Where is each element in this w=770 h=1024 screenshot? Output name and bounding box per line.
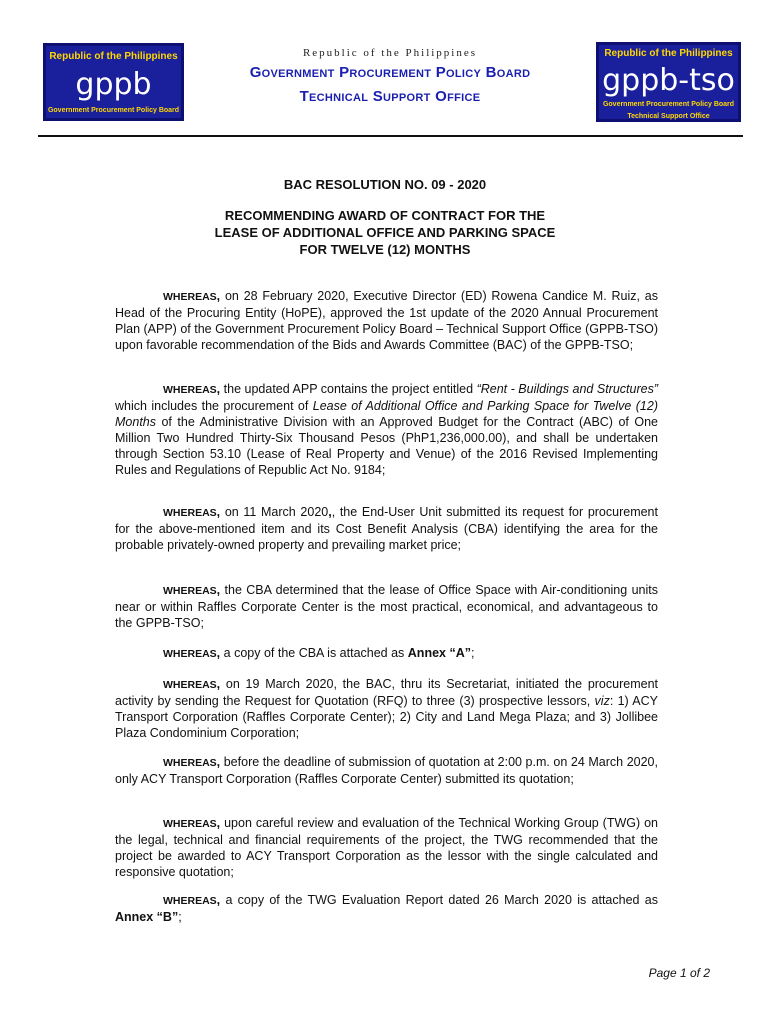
paragraph-6-text-c: : 1) ACY Transport Corporation (Raffles Corporate Center); 2) City and Land Mega Plaza; and 3) Jollibee Plaza Condominium Corporation; xyxy=(115,694,659,740)
whereas-paragraph-2: WHEREAS, the updated APP contains the project entitled “Rent - Buildings and Structures” which includes the procurement of Lease of Additional Office and Parking Space for Twelve (12) Months of the Administrative Division with an Approved Budget for the Contract (ABC) of One Million Two Hundred Thirty-Six Thousand Pesos (PhP1,236,000.00), and shall be undertaken through Section 53.10 (Lease of Real Property and Venue) of the 2016 Revised Implementing Rules and Regulations of Republic Act No. 9184; xyxy=(115,382,658,477)
resolution-title xyxy=(110,207,660,258)
logo-right-mark: gppb-tso xyxy=(602,63,735,98)
gppb-tso-logo xyxy=(596,42,741,122)
paragraph-6-viz: viz xyxy=(594,694,610,708)
logo-right-tso: Technical Support Office xyxy=(627,113,710,120)
annex-a: Annex “A” xyxy=(407,646,471,660)
paragraph-3-text: , the End-User Unit submitted its request for procurement for the above-mentioned item and its Cost Benefit Analysis (CBA) identifying the area for the probable privately-owned property and prevailing market price; xyxy=(115,505,658,552)
paragraph-5-end: ; xyxy=(470,646,475,660)
resolution-title-line-1: RECOMMENDING AWARD OF CONTRACT FOR THE xyxy=(224,208,546,223)
whereas-paragraph-5: WHEREAS, a copy of the CBA is attached as Annex “A”; xyxy=(163,646,475,660)
whereas-label: WHEREAS xyxy=(163,291,217,303)
org-name: Government Procurement Policy Board xyxy=(249,64,531,81)
paragraph-4-text: the CBA determined that the lease of Office Space with Air-conditioning units near or within Raffles Corporate Center is the most practical, economical, and advantageous to the GPPB-TSO; xyxy=(115,583,658,630)
paragraph-2-text-e: of the Administrative Division with an Approved Budget for the Contract (ABC) of One Million Two Hundred Thirty-Six Thousand Pesos (PhP1,236,000.00), and shall be undertaken through Section 53.10 (Lease of Real Property and Venue) of the 2016 Revised Implementing Rules and Regulations of Republic Act No. 9184; xyxy=(115,415,658,477)
logo-left-republic: Republic of the Philippines xyxy=(49,51,178,62)
header-divider xyxy=(38,135,743,137)
paragraph-7-text: before the deadline of submission of quotation at 2:00 p.m. on 24 March 2020, only ACY Transport Corporation (Raffles Corporate Center) submitted its quotation; xyxy=(115,755,658,786)
logo-right-republic: Republic of the Philippines xyxy=(604,48,733,59)
whereas-label: WHEREAS xyxy=(163,757,217,769)
logo-right-board: Government Procurement Policy Board xyxy=(602,101,735,108)
whereas-label: WHEREAS xyxy=(163,384,217,396)
whereas-label: WHEREAS xyxy=(163,818,217,830)
whereas-paragraph-6: WHEREAS, on 19 March 2020, the BAC, thru its Secretariat, initiated the procurement activity by sending the Request for Quotation (RFQ) to three (3) prospective lessors, viz: 1) ACY Transport Corporation (Raffles Corporate Center); 2) City and Land Mega Plaza; and 3) Jollibee Plaza Condominium Corporation; xyxy=(115,677,659,740)
paragraph-6-text-a: on 19 March 2020, the BAC, thru its Secretariat, initiated the procurement activity by sending the Request for Quotation (RFQ) to three (3) prospective lessors, xyxy=(115,677,658,708)
org-office: Technical Support Office xyxy=(299,88,481,105)
whereas-paragraph-8: WHEREAS, upon careful review and evaluation of the Technical Working Group (TWG) on the legal, technical and financial requirements of the project, the TWG recommended that the project be awarded to ACY Transport Corporation as the lessor with the single calculated and responsive quotation; xyxy=(115,816,658,879)
whereas-paragraph-3: WHEREAS, on 11 March 2020,, the End-User Unit submitted its request for procurement for the above-mentioned item and its Cost Benefit Analysis (CBA) identifying the area for the probable privately-owned property and prevailing market price; xyxy=(115,505,658,552)
paragraph-1-text: on 28 February 2020, Executive Director (ED) Rowena Candice M. Ruiz, as Head of the Procuring Entity (HoPE), approved the 1st update of the 2020 Annual Procurement Plan (APP) of the Government Procurement Policy Board – Technical Support Office (GPPB-TSO) upon favorable recommendation of the Bids and Awards Committee (BAC) of the GPPB-TSO; xyxy=(115,289,658,352)
paragraph-2-text-a: the updated APP contains the project entitled xyxy=(223,382,477,396)
paragraph-2-text-c: which includes the procurement of xyxy=(115,399,313,413)
whereas-paragraph-9: WHEREAS, a copy of the TWG Evaluation Report dated 26 March 2020 is attached as Annex “B”; xyxy=(115,893,658,924)
page-number: Page 1 of 2 xyxy=(648,966,710,980)
gppb-logo xyxy=(43,43,184,121)
republic-heading: Republic of the Philippines xyxy=(302,47,478,59)
whereas-label: WHEREAS xyxy=(163,895,217,907)
whereas-paragraph-1: WHEREAS, on 28 February 2020, Executive Director (ED) Rowena Candice M. Ruiz, as Head of the Procuring Entity (HoPE), approved the 1st update of the 2020 Annual Procurement Plan (APP) of the Government Procurement Policy Board – Technical Support Office (GPPB-TSO) upon favorable recommendation of the Bids and Awards Committee (BAC) of the GPPB-TSO; xyxy=(115,289,658,352)
paragraph-8-text: upon careful review and evaluation of the Technical Working Group (TWG) on the legal, technical and financial requirements of the project, the TWG recommended that the project be awarded to ACY Transport Corporation as the lessor with the single calculated and responsive quotation; xyxy=(115,816,658,879)
paragraph-3-date: on 11 March 2020 xyxy=(224,505,329,519)
paragraph-5-text: a copy of the CBA is attached as xyxy=(223,646,408,660)
whereas-label: WHEREAS xyxy=(163,679,217,691)
whereas-label: WHEREAS xyxy=(163,507,217,519)
logo-left-mark: gppb xyxy=(75,67,152,102)
whereas-paragraph-7: WHEREAS, before the deadline of submission of quotation at 2:00 p.m. on 24 March 2020, only ACY Transport Corporation (Raffles Corporate Center) submitted its quotation; xyxy=(115,755,658,786)
whereas-label: WHEREAS xyxy=(163,648,217,660)
resolution-title-line-3: FOR TWELVE (12) MONTHS xyxy=(299,242,471,257)
paragraph-9-end: ; xyxy=(178,910,182,924)
logo-left-board: Government Procurement Policy Board xyxy=(47,107,180,114)
whereas-label: WHEREAS xyxy=(163,585,217,597)
paragraph-2-project-title: “Rent - Buildings and Structures” xyxy=(476,382,658,396)
paragraph-9-text: a copy of the TWG Evaluation Report dated 26 March 2020 is attached as xyxy=(225,893,658,907)
whereas-paragraph-4: WHEREAS, the CBA determined that the lease of Office Space with Air-conditioning units near or within Raffles Corporate Center is the most practical, economical, and advantageous to the GPPB-TSO; xyxy=(115,583,658,630)
paragraph-2-procurement-title: Lease of Additional Office and Parking Space for Twelve (12) Months xyxy=(115,399,658,429)
resolution-title-line-2: LEASE OF ADDITIONAL OFFICE AND PARKING SPACE xyxy=(214,225,556,240)
annex-b: Annex “B” xyxy=(115,910,179,924)
resolution-number: BAC RESOLUTION NO. 09 - 2020 xyxy=(283,177,487,192)
